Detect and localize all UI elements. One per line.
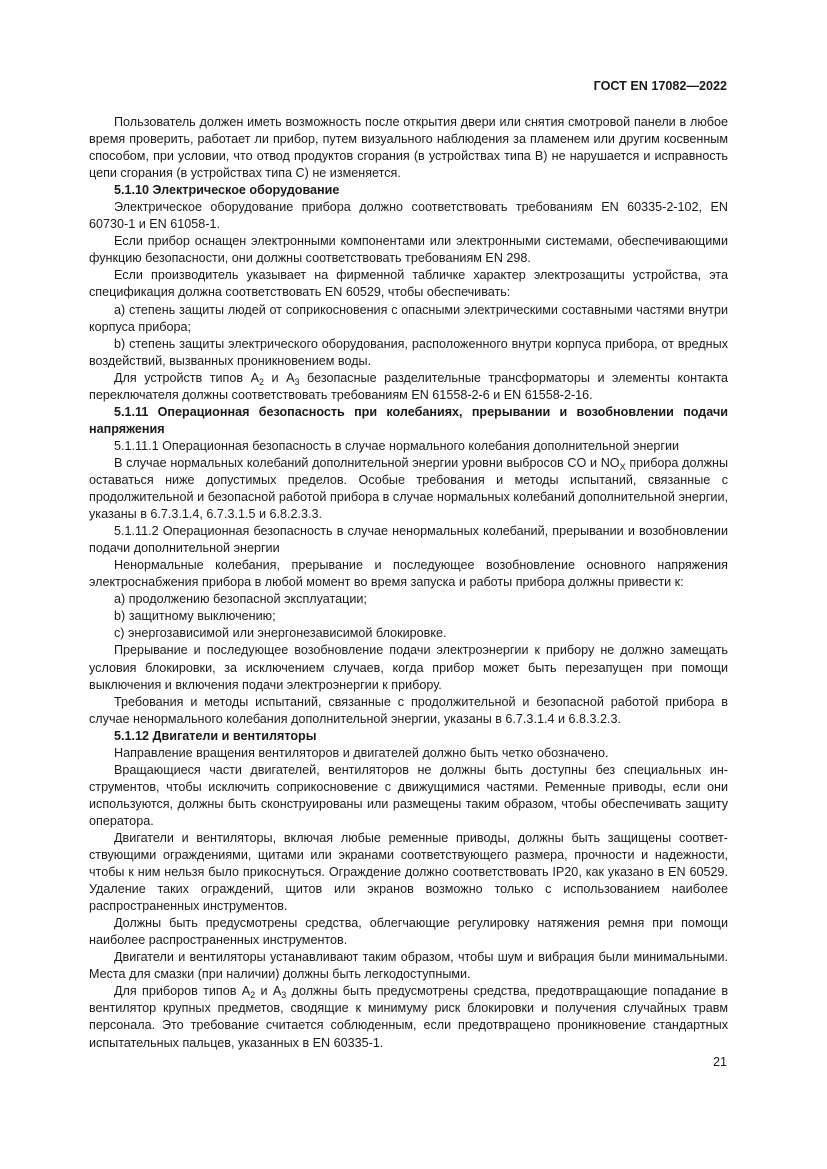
section-heading: 5.1.10 Электрическое оборудование <box>114 183 340 198</box>
text-run: прибора должны оставаться ниже допустимых пределов. Особые требования и методы испытаний, связанные с продолжительной и безопасной работой прибора в случае нормальных колебаний дополнительной энергии, указаны в 6.7.3.1.4, 6.7.3.1.5 и 6.8.2.3.3. <box>89 455 728 522</box>
page-number: 21 <box>712 1055 727 1069</box>
paragraph: Если прибор оснащен электронными компонентами или электронными системами, обеспечивающими функцию безопасности, они должны соответствовать требованиям EN 298. <box>89 234 728 266</box>
subscript: 2 <box>250 990 256 1001</box>
paragraph <box>89 455 728 523</box>
section-heading: 5.1.11 Операционная безопасность при колебаниях, прерывании и возобновлении подачи напряжения <box>89 404 728 436</box>
paragraph: Вращающиеся части двигателей, вентиляторов не должны быть доступны без специальных инструментов, чтобы исключить соприкосновение с движущимися частями. Ременные приводы, если они используются, должны быть сконструированы или размещены таким образом, чтобы обеспечивать защиту оператора. <box>89 762 728 828</box>
paragraph: Двигатели и вентиляторы, включая любые ременные приводы, должны быть защищены соответствующими ограждениями, щитами или экранами соответствующего размера, прочности и надежности, чтобы к ним нельзя было прикоснуться. Ограждение должно соответствовать IP20, как указано в EN 60529. Удаление таких ограждений, щитов или экранов возможно только с использованием наиболее распространенных инструментов. <box>89 830 728 914</box>
paragraph: а) степень защиты людей от соприкосновения с опасными электрическими составными частями внутри корпуса прибора; <box>89 302 728 334</box>
paragraph: b) степень защиты электрического оборудования, расположенного внутри корпуса прибора, от вредных воздействий, вызванных проникновением воды. <box>89 336 728 368</box>
paragraph: Ненормальные колебания, прерывание и последующее возобновление основного напряжения электроснабжения прибора в любой момент во время запуска и работы прибора должны привести к: <box>89 558 728 590</box>
paragraph: 5.1.11.2 Операционная безопасность в случае ненормальных колебаний, прерывании и возобновлении подачи дополнительной энергии <box>89 524 728 556</box>
paragraph: Пользователь должен иметь возможность после открытия двери или снятия смотровой панели в любое время проверить, работает ли прибор, путем визуального наблюдения за пламенем или другим косвенным способом, при условии, что отвод продуктов сгорания (в устройствах типа В) не нарушается и исправность цепи сгорания (в устройствах типа С) не изменяется. <box>89 115 728 181</box>
paragraph: Требования и методы испытаний, связанные с продолжительной и безопасной работой прибора в случае ненормального колебания дополнительной энергии, указаны в 6.7.3.1.4 и 6.8.3.2.3. <box>89 694 728 726</box>
paragraph: b) защитному выключению; <box>114 609 276 624</box>
paragraph: Направление вращения вентиляторов и двигателей должно быть четко обозначено. <box>114 745 609 760</box>
text-run: В случае нормальных колебаний дополнительной энергии уровни выбросов CO и NO <box>114 455 620 470</box>
paragraph: Двигатели и вентиляторы устанавливают таким образом, чтобы шум и вибрация были минимальными. Места для смазки (при наличии) должны быть легкодоступными. <box>89 950 728 982</box>
paragraph: Если производитель указывает на фирменной табличке характер электрозащиты устройства, эта спецификация должна соответствовать EN 60529, чтобы обеспечивать: <box>89 268 728 300</box>
paragraph: Электрическое оборудование прибора должно соответствовать требованиям EN 60335-2-102, EN 60730-1 и EN 61058-1. <box>89 200 728 232</box>
document-header: ГОСТ EN 17082—2022 <box>593 79 727 93</box>
subscript: X <box>619 461 626 472</box>
text-run: и А <box>264 370 295 385</box>
document-body <box>89 114 728 1052</box>
paragraph: Прерывание и последующее возобновление подачи электроэнергии к прибору не должно замещать условия блокировки, за исключением случаев, когда прибор может быть перезапущен при помощи выключения и включения подачи электроэнергии к прибору. <box>89 643 728 692</box>
paragraph: а) продолжению безопасной эксплуатации; <box>114 592 367 607</box>
paragraph <box>89 983 728 1051</box>
section-heading: 5.1.12 Двигатели и вентиляторы <box>114 728 317 743</box>
paragraph <box>89 370 728 404</box>
paragraph: с) энергозависимой или энергонезависимой блокировке. <box>114 626 447 641</box>
text-run: безопасные разделительные трансформаторы и элементы контакта переключателя должны соответствовать требованиям EN 61558-2-6 и EN 61558-2-16. <box>89 370 728 402</box>
text-run: и А <box>255 984 282 999</box>
subscript: 3 <box>281 990 287 1001</box>
subscript: 3 <box>294 376 300 387</box>
text-run: Для приборов типов А <box>114 984 251 999</box>
subscript: 2 <box>259 376 265 387</box>
text-run: Для устройств типов А <box>114 370 259 385</box>
paragraph: 5.1.11.1 Операционная безопасность в случае нормального колебания дополнительной энергии <box>114 438 680 453</box>
paragraph: Должны быть предусмотрены средства, облегчающие регулировку натяжения ремня при помощи наиболее распространенных инструментов. <box>89 916 728 948</box>
text-run: должны быть предусмотрены средства, предотвращающие попадание в вентилятор крупных предметов, сводящие к минимуму риск блокировки и получения случайных травм персонала. Это требование считается соблюденным, если предотвращено проникновение стандартных испытательных пальцев, указанных в EN 60335-1. <box>89 984 729 1050</box>
